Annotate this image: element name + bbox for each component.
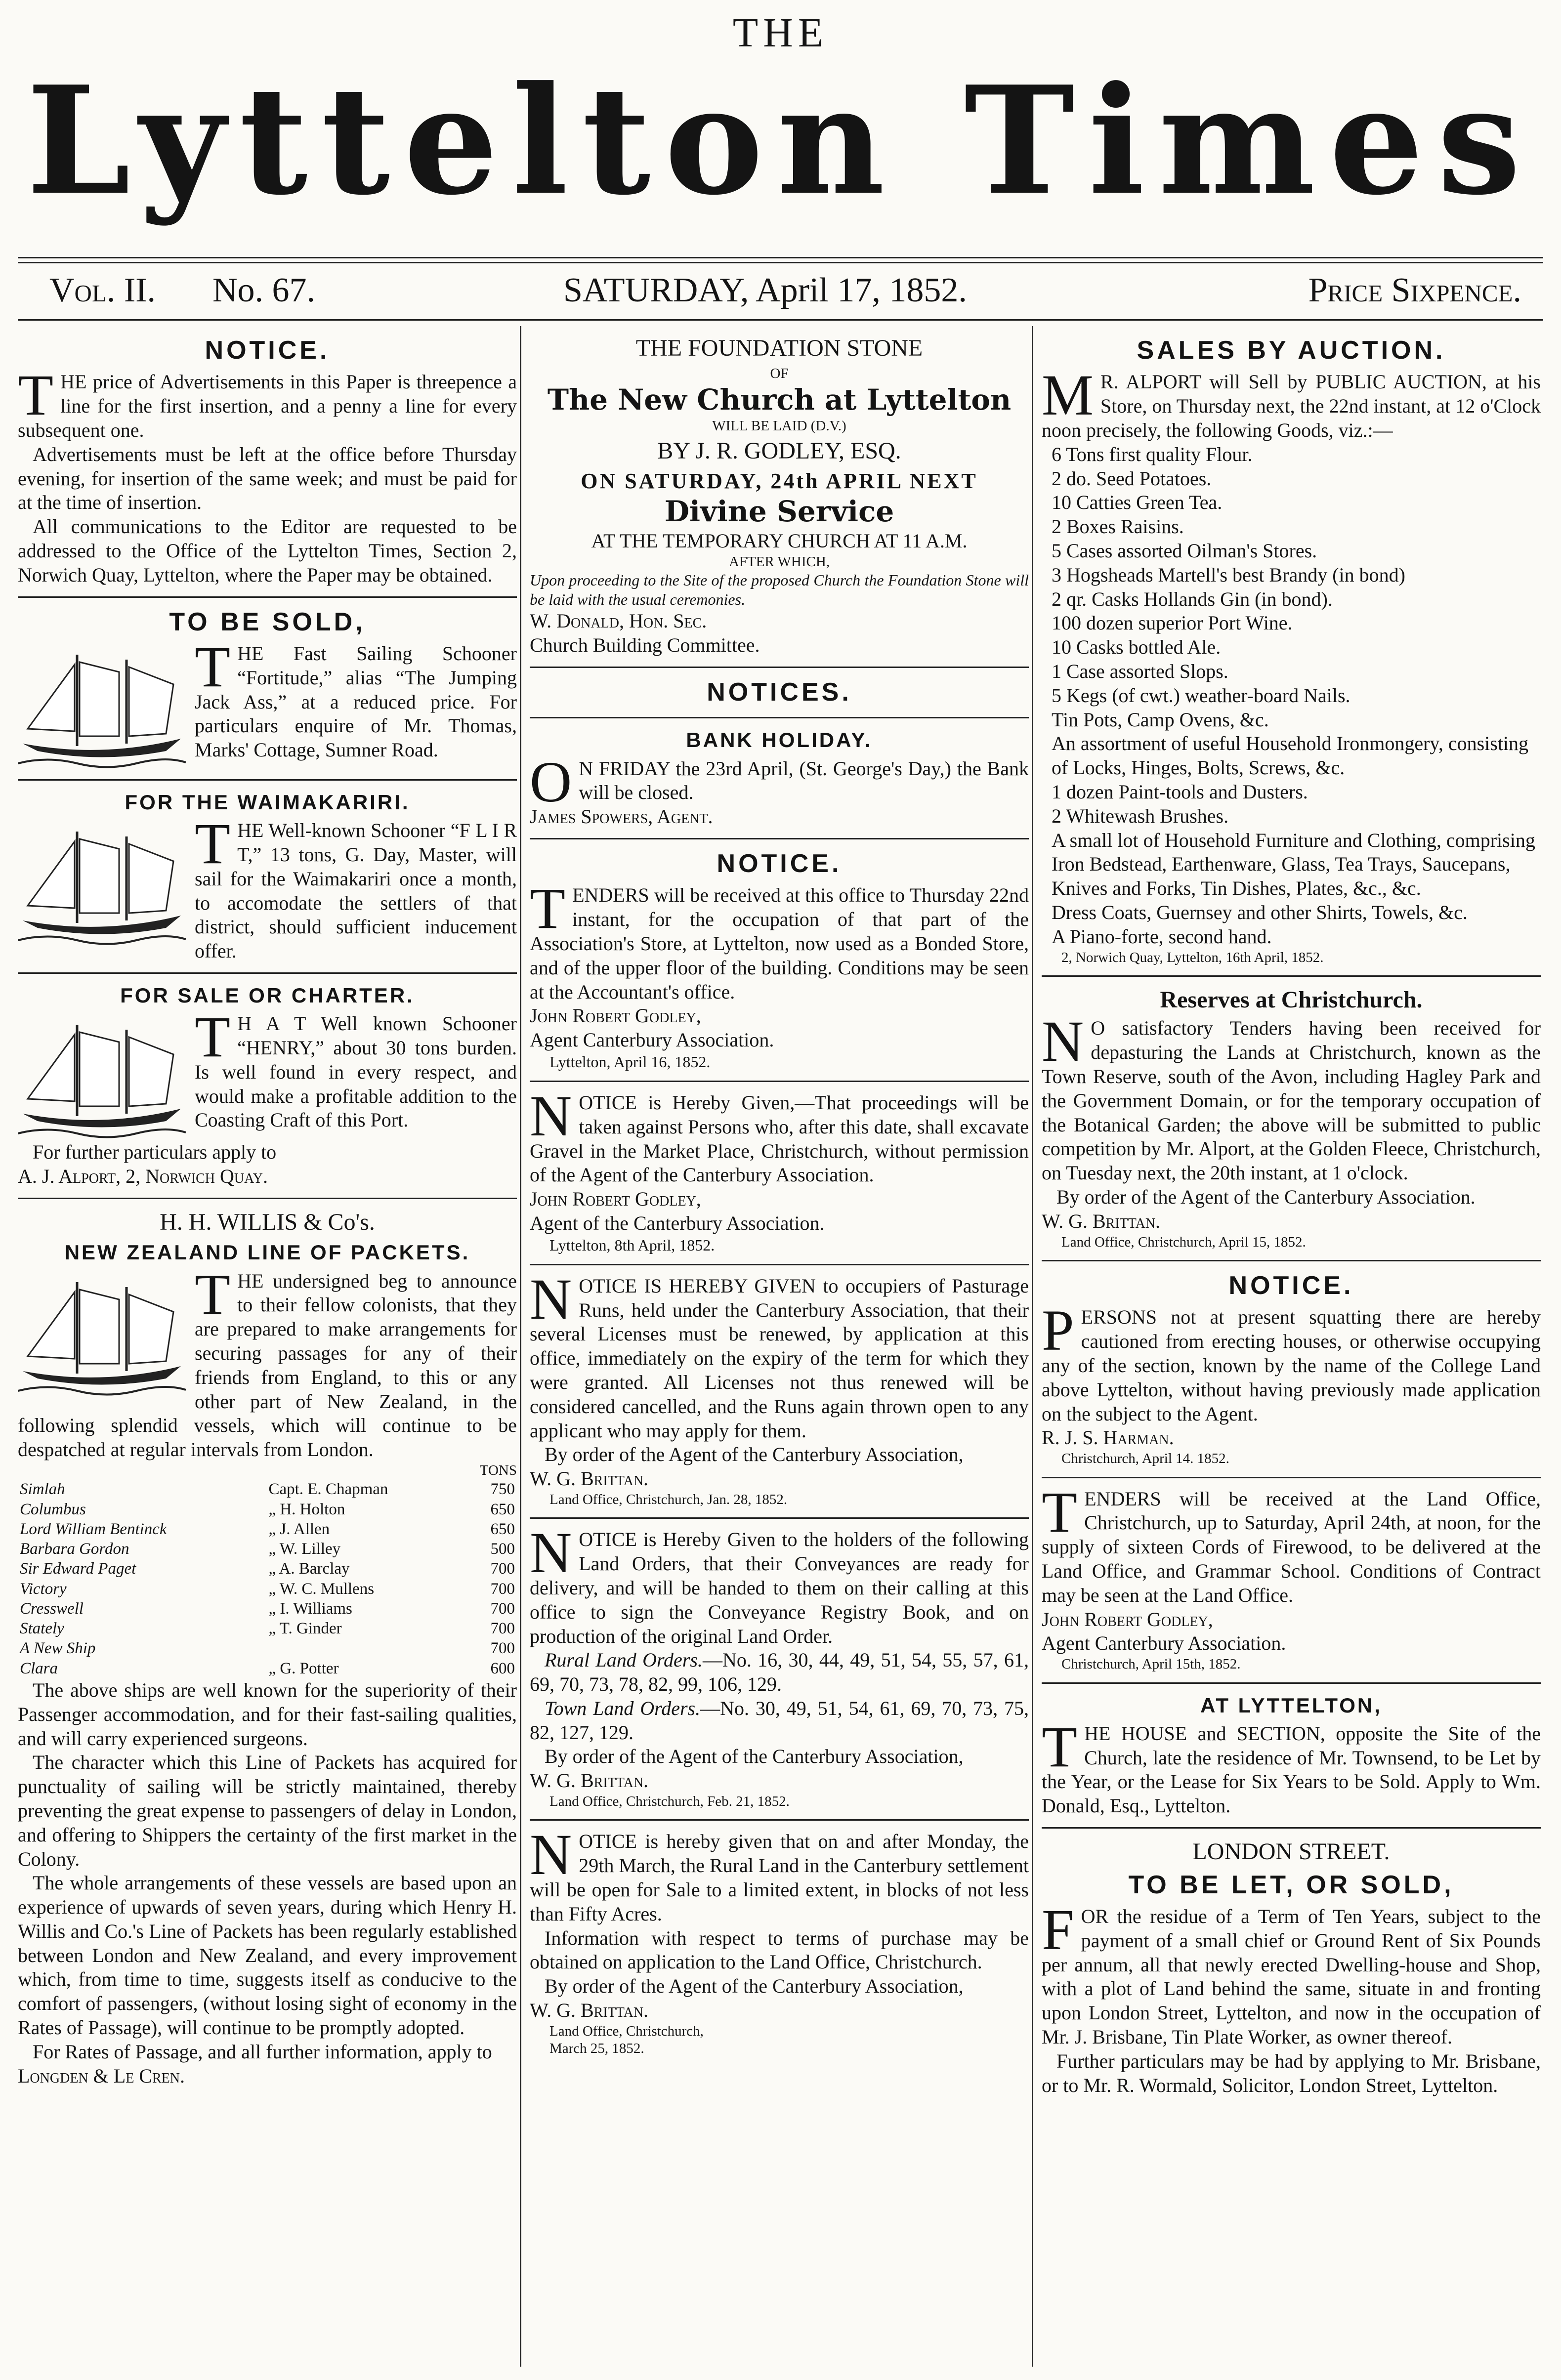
advert-text: HE Well-known Schooner “F L I R T,” 13 tons, G. Day, Master, will sail for the Waimakariri once a month, to accomodate the settlers of that district, should sufficient inducement offer. (195, 819, 517, 962)
advert-signature: James Spowers, Agent. (530, 805, 713, 828)
advert-signature: Longden & Le Cren. (18, 2064, 185, 2087)
ship-row (18, 1579, 517, 1599)
ship-tons: 500 (490, 1540, 515, 1558)
ship-captain: „ A. Barclay (268, 1560, 350, 1578)
advert-heading: Reserves at Christchurch. (1160, 986, 1423, 1013)
separator (1042, 975, 1541, 977)
ship-name: A New Ship (20, 1639, 96, 1658)
advert-text: OTICE is hereby given that on and after Monday, the 29th March, the Rural Land in the Canterbury settlement will be open for Sale to a limited extent, in blocks of not less than Fifty Acres. (530, 1830, 1029, 1925)
ship-captain: „ W. C. Mullens (268, 1580, 375, 1598)
section-heading: NOTICES. (707, 677, 852, 707)
church-title: The New Church at Lyttelton (547, 382, 1012, 417)
advert-signature: A. J. Alport, 2, Norwich Quay. (18, 1165, 268, 1188)
auction-item: A Piano-forte, second hand. (1052, 925, 1272, 948)
auction-item: 5 Kegs (of cwt.) weather-board Nails. (1052, 684, 1350, 707)
advert-waimakariri (18, 790, 517, 963)
town-label: Town Land Orders. (545, 1697, 701, 1719)
dropcap: N (1042, 1009, 1084, 1074)
auction-item: 6 Tons first quality Flour. (1052, 443, 1253, 465)
dropcap: N (530, 1520, 572, 1586)
advert-subheading: LONDON STREET. (1192, 1838, 1390, 1865)
volume: Vol. II. (49, 271, 156, 309)
ship-tons: 650 (490, 1520, 515, 1538)
ship-name: Lord William Bentinck (20, 1520, 167, 1538)
advert-signature: John Robert Godley, (1042, 1608, 1213, 1630)
advert-heading: H. H. WILLIS & Co's. (160, 1209, 375, 1235)
advert-signature: Agent Canterbury Association. (530, 1029, 774, 1051)
separator (530, 1264, 1029, 1265)
separator (1042, 1682, 1541, 1684)
advert-text: The whole arrangements of these vessels are based upon an experience of upwards of seven years, during which Henry H. Willis and Co.'s Line of Packets has been regularly established between London and New Zealand, and every improvement which, from time to time, suggests itself as conducive to the comfort of passengers, (without losing sight of economy in the Rates of Passage), will continue to be promptly adopted. (18, 1872, 517, 2039)
dropcap: T (195, 1004, 231, 1070)
ship-name: Barbara Gordon (20, 1540, 129, 1558)
ship-captain (266, 1638, 470, 1658)
advert-text: For Rates of Passage, and all further information, apply to (33, 2040, 492, 2063)
tons-label: TONS (479, 1462, 517, 1479)
advert-charter (18, 983, 517, 1189)
separator (530, 1081, 1029, 1082)
separator (530, 1517, 1029, 1519)
separator (18, 1198, 517, 1199)
separator (18, 596, 517, 598)
separator (1042, 1477, 1541, 1478)
dropcap: T (1042, 1714, 1078, 1779)
auction-item: 1 dozen Paint-tools and Dusters. (1052, 780, 1308, 803)
advert-signature: W. G. Brittan. (1042, 1210, 1161, 1232)
advert-squatting (1042, 1270, 1541, 1468)
ship-tons: 700 (490, 1560, 515, 1578)
advert-auction (1042, 335, 1541, 966)
advert-text: By order of the Agent of the Canterbury Association, (545, 1745, 964, 1768)
advert-reserves (1042, 986, 1541, 1251)
dropcap: T (18, 363, 54, 428)
advert-signature: Church Building Committee. (530, 634, 760, 657)
advert-text: The character which this Line of Packets has acquired for punctuality of sailing will be strictly maintained, thereby preventing the great expense to passengers of delay in London, and offering to Shippers the certainty of the first market in the Colony. (18, 1751, 517, 1870)
ship-captain: „ G. Potter (268, 1659, 339, 1677)
dropcap: N (530, 1083, 572, 1148)
ship-name: Cresswell (20, 1599, 84, 1618)
advert-text: By order of the Agent of the Canterbury Association. (1056, 1186, 1476, 1209)
masthead-rule-thin (18, 262, 1543, 263)
column-1 (18, 332, 517, 2363)
advert-dated: Land Office, Christchurch, Jan. 28, 1852. (549, 1491, 788, 1507)
ship-captain: Capt. E. Chapman (268, 1480, 388, 1499)
ship-illustration-icon (18, 822, 186, 945)
ship-illustration-icon (18, 645, 186, 768)
advert-signature: W. G. Brittan. (530, 1769, 649, 1792)
auction-item: 1 Case assorted Slops. (1052, 660, 1228, 682)
dropcap: F (1042, 1897, 1074, 1962)
column-divider (520, 326, 521, 2367)
advert-text: OTICE is Hereby Given,—That proceedings will be taken against Persons who, after this date, shall excavate Gravel in the Market Place, Christchurch, without permission of the Agent of the Canterbury Association. (530, 1091, 1029, 1186)
advert-lyttelton-house (1042, 1693, 1541, 1818)
advert-text: Upon proceeding to the Site of the proposed Church the Foundation Stone will be laid with the usual ceremonies. (530, 571, 1029, 609)
ship-tons: 700 (490, 1620, 515, 1638)
dropcap: N (530, 1822, 572, 1887)
advert-tenders-store (530, 848, 1029, 1072)
advert-heading: SALES BY AUCTION. (1137, 336, 1446, 365)
advert-signature: Agent of the Canterbury Association. (530, 1211, 825, 1234)
separator (18, 779, 517, 781)
advert-text: For further particulars apply to (33, 1141, 277, 1164)
ship-tons: 650 (490, 1500, 515, 1518)
ship-illustration-icon (18, 1272, 186, 1396)
auction-item: 5 Cases assorted Oilman's Stores. (1052, 540, 1317, 562)
ship-tons: 700 (490, 1599, 515, 1618)
advert-signature: John Robert Godley, (530, 1188, 701, 1211)
dropcap: P (1042, 1298, 1074, 1363)
advert-text: OTICE IS HEREBY GIVEN to occupiers of Pasturage Runs, held under the Canterbury Association, that their several Licenses must be renewed, by application at this office, immediately on the expiry of the term for which they were granted. All Licenses not thus renewed will be considered cancelled, and the Runs again thrown open to any applicant who may apply for them. (530, 1274, 1029, 1442)
masthead-title: Lyttelton Times (26, 53, 1535, 228)
advert-heading: FOR THE WAIMAKARIRI. (125, 791, 410, 814)
advert-notice (18, 335, 517, 587)
issue-date: SATURDAY, April 17, 1852. (563, 271, 967, 309)
advert-text: N FRIDAY the 23rd April, (St. George's Day,) the Bank will be closed. (579, 757, 1029, 804)
advert-heading: TO BE LET, OR SOLD, (1128, 1870, 1454, 1899)
ship-row (18, 1479, 517, 1499)
advert-text: HE undersigned beg to announce to their fellow colonists, that they are prepared to make arrangements for securing passages for any of their friends from England, to this or any other part of New Zealand, in the following splendid vessels, which will continue to be despatched at regular intervals from London. (18, 1269, 517, 1461)
divine-service-title: Divine Service (664, 495, 894, 529)
advert-signature: Agent Canterbury Association. (1042, 1632, 1286, 1655)
auction-item: 10 Casks bottled Ale. (1052, 636, 1221, 659)
ship-name: Victory (20, 1580, 67, 1598)
dropcap: T (195, 634, 231, 700)
auction-item: 2 qr. Casks Hollands Gin (in bond). (1052, 587, 1333, 610)
advert-signature: W. Donald, Hon. Sec. (530, 610, 707, 632)
ship-name: Stately (20, 1620, 64, 1638)
price: Price Sixpence. (1308, 271, 1521, 309)
separator (18, 972, 517, 974)
ship-row (18, 1500, 517, 1519)
column-divider (1032, 326, 1033, 2367)
advert-text: AT THE TEMPORARY CHURCH AT 11 A.M. (591, 530, 968, 552)
ship-row (18, 1599, 517, 1619)
advert-text: BY J. R. GODLEY, ESQ. (657, 438, 901, 464)
advert-text: The above ships are well known for the superiority of their Passenger accommodation, and for their fast-sailing qualities, and will carry experienced surgeons. (18, 1678, 517, 1750)
advert-willis (18, 1208, 517, 2088)
advert-text: By order of the Agent of the Canterbury Association, (545, 1975, 964, 1998)
ship-tons: 700 (490, 1580, 515, 1598)
advert-text: ENDERS will be received at this office to Thursday 22nd instant, for the occupation of that part of the Association's Store, at Lyttelton, now used as a Bonded Store, and of the upper floor of the building. Conditions may be seen at the Accountant's office. (530, 884, 1029, 1003)
advert-firewood (1042, 1479, 1541, 1673)
advert-heading: NOTICE. (717, 849, 842, 878)
advert-text: H A T Well known Schooner “HENRY,” about 30 tons burden. Is well found in every respect, and would make a profitable addition to the Coasting Craft of this Port. (195, 1012, 517, 1131)
advert-heading: AT LYTTELTON, (1200, 1693, 1382, 1717)
ship-captain: „ J. Allen (268, 1520, 330, 1538)
advert-text: Information with respect to terms of purchase may be obtained on application to the Land Office, Christchurch. (530, 1926, 1029, 1973)
advert-signature: R. J. S. Harman. (1042, 1426, 1174, 1449)
advert-london-street (1042, 1837, 1541, 2097)
advert-dated: Land Office, Christchurch, Feb. 21, 1852. (549, 1794, 790, 1810)
ship-row (18, 1659, 517, 1678)
advert-foundation-stone (530, 334, 1029, 658)
separator (530, 1819, 1029, 1821)
dropcap: O (530, 749, 572, 814)
advert-text: OTICE is Hereby Given to the holders of the following Land Orders, that their Conveyances are ready for delivery, and will be handed to them on their calling at this office to sign the Conveyance Registry Book, and on production of the original Land Order. (530, 1528, 1029, 1647)
masthead-rule (18, 257, 1543, 258)
advert-dated: Land Office, Christchurch, April 15, 1852. (1061, 1234, 1306, 1250)
masthead-the: THE (732, 10, 829, 56)
ship-name: Simlah (20, 1480, 65, 1499)
ship-name: Columbus (20, 1500, 86, 1518)
advert-text: OF (770, 365, 789, 381)
advert-text: ERSONS not at present squatting there are hereby cautioned from erecting houses, or otherwise occupying any of the section, known by the name of the College Land above Lyttelton, without having previously made application on the subject to the Agent. (1042, 1306, 1541, 1425)
dropcap: T (195, 811, 231, 877)
ship-row (18, 1638, 517, 1658)
advert-text: All communications to the Editor are requested to be addressed to the Office of the Lyttelton Times, Section 2, Norwich Quay, Lyttelton, where the Paper may be obtained. (18, 515, 517, 586)
advert-text: OR the residue of a Term of Ten Years, subject to the payment of a small chief or Ground Rent of Six Pounds per annum, all that newly erected Dwelling-house and Shop, with a plot of Land behind the same, situate in and fronting upon London Street, Lyttelton, and now in the occupation of Mr. J. Brisbane, Tin Plate Worker, as owner thereof. (1042, 1905, 1541, 2048)
advert-dated: March 25, 1852. (549, 2041, 644, 2057)
advert-text: HE price of Advertisements in this Paper is threepence a line for the first insertion, and a penny a line for every subsequent one. (18, 371, 517, 442)
ship-name: Clara (20, 1659, 58, 1677)
rural-orders: —No. 16, 30, 44, 49, 51, 54, 55, 57, 61, 69, 70, 73, 78, 82, 99, 106, 129. (530, 1649, 1029, 1696)
ship-row (18, 1519, 517, 1539)
advert-heading: THE FOUNDATION STONE (635, 335, 923, 361)
advert-heading: BANK HOLIDAY. (686, 728, 873, 752)
advert-dated: Lyttelton, April 16, 1852. (549, 1052, 711, 1071)
advert-text: HE Fast Sailing Schooner “Fortitude,” alias “The Jumping Jack Ass,” at a reduced price. For particulars enquire of Mr. Thomas, Marks' Cottage, Sumner Road. (195, 642, 517, 761)
advert-text: Advertisements must be left at the office before Thursday evening, for insertion of the same week; and must be paid for at the time of insertion. (18, 443, 517, 514)
advert-pasturage (530, 1266, 1029, 1509)
auction-item: An assortment of useful Household Ironmongery, consisting of Locks, Hinges, Bolts, Screws, &c. (1052, 732, 1529, 779)
auction-item: 2 Boxes Raisins. (1052, 515, 1184, 538)
separator (530, 838, 1029, 839)
advert-text: AFTER WHICH, (728, 553, 830, 570)
advert-text: HE HOUSE and SECTION, opposite the Site of the Church, late the residence of Mr. Townsend, to be Let by the Year, or the Lease for Six Years to be Sold. Apply to Wm. Donald, Esq., Lyttelton. (1042, 1722, 1541, 1817)
ship-captain: „ H. Holton (268, 1500, 345, 1518)
dropcap: M (1042, 363, 1094, 428)
advert-text: ON SATURDAY, 24th APRIL NEXT (581, 468, 978, 493)
advert-heading: FOR SALE OR CHARTER. (120, 984, 415, 1007)
advert-to-be-sold (18, 607, 517, 770)
issue-number: No. 67. (212, 271, 316, 309)
advert-signature: John Robert Godley, (530, 1004, 701, 1027)
advert-subheading: NEW ZEALAND LINE OF PACKETS. (64, 1241, 470, 1264)
rural-label: Rural Land Orders. (545, 1649, 703, 1671)
ship-captain: „ W. Lilley (268, 1540, 341, 1558)
ships-table (18, 1479, 517, 1678)
advert-dated: Christchurch, April 14. 1852. (1061, 1451, 1229, 1467)
auction-item: Tin Pots, Camp Ovens, &c. (1052, 708, 1269, 731)
auction-item: Dress Coats, Guernsey and other Shirts, Towels, &c. (1052, 901, 1468, 923)
separator (530, 667, 1029, 668)
advert-text: O satisfactory Tenders having been received for depasturing the Lands at Christchurch, known as the Town Reserve, south of the Avon, including Hagley Park and the Government Domain, or for the temporary occupation of the Botanical Garden; the above will be submitted to public competition by Mr. Alport, at the Golden Fleece, Christchurch, on Tuesday next, the 20th instant, at 1 o'clock. (1042, 1017, 1541, 1184)
separator (1042, 1827, 1541, 1829)
advert-heading: NOTICE. (205, 336, 330, 365)
dateline-rule (18, 319, 1543, 321)
town-orders: —No. 30, 49, 51, 54, 61, 69, 70, 73, 75, 82, 127, 129. (530, 1697, 1029, 1744)
auction-item: 100 dozen superior Port Wine. (1052, 612, 1293, 634)
advert-bank-holiday (530, 727, 1029, 829)
advert-text: Further particulars may be had by applying to Mr. Brisbane, or to Mr. R. Wormald, Solicitor, London Street, Lyttelton. (1042, 2049, 1541, 2096)
advert-dated: 2, Norwich Quay, Lyttelton, 16th April, 1852. (1061, 949, 1324, 965)
separator (530, 717, 1029, 718)
ship-name: Sir Edward Paget (20, 1560, 136, 1578)
ship-tons: 700 (490, 1639, 515, 1658)
ship-tons: 750 (490, 1480, 515, 1499)
advert-text: R. ALPORT will Sell by PUBLIC AUCTION, at his Store, on Thursday next, the 22nd instant, at 12 o'Clock noon precisely, the following Goods, viz.:— (1042, 371, 1541, 442)
ship-illustration-icon (18, 1015, 186, 1138)
advert-text: By order of the Agent of the Canterbury Association, (545, 1443, 964, 1466)
advert-dated: Christchurch, April 15th, 1852. (1061, 1656, 1241, 1672)
column-2 (530, 332, 1029, 2363)
advert-heading: TO BE SOLD, (169, 607, 366, 636)
ship-captain: „ I. Williams (268, 1599, 352, 1618)
advert-rural-land (530, 1822, 1029, 2057)
ship-captain: „ T. Ginder (268, 1620, 342, 1638)
ship-row (18, 1619, 517, 1638)
advert-dated: Lyttelton, 8th April, 1852. (549, 1236, 715, 1254)
auction-item: A small lot of Household Furniture and Clothing, comprising Iron Bedstead, Earthenware, Glass, Tea Trays, Saucepans, Knives and Forks, Tin Dishes, Plates, &c., &c. (1052, 829, 1535, 900)
dropcap: T (530, 876, 566, 941)
dropcap: N (530, 1266, 572, 1332)
advert-dated: Land Office, Christchurch, (549, 2023, 704, 2039)
advert-text: WILL BE LAID (D.V.) (712, 418, 846, 434)
auction-item: 2 do. Seed Potatoes. (1052, 467, 1212, 490)
advert-gravel (530, 1083, 1029, 1255)
auction-items (1042, 443, 1541, 949)
auction-item: 10 Catties Green Tea. (1052, 491, 1223, 514)
advert-signature: W. G. Brittan. (530, 1999, 649, 2022)
dropcap: T (195, 1261, 231, 1327)
advert-text: ENDERS will be received at the Land Office, Christchurch, up to Saturday, April 24th, at noon, for the supply of sixteen Cords of Firewood, to be delivered at the Land Office, and Grammar School. Conditions of Contract may be seen at the Land Office. (1042, 1487, 1541, 1606)
auction-item: 2 Whitewash Brushes. (1052, 804, 1229, 827)
advert-land-orders (530, 1520, 1029, 1810)
ship-row (18, 1539, 517, 1559)
column-3 (1042, 332, 1541, 2363)
ship-tons: 600 (490, 1659, 515, 1677)
ship-row (18, 1559, 517, 1579)
advert-signature: W. G. Brittan. (530, 1467, 649, 1490)
advert-heading: NOTICE. (1228, 1271, 1354, 1300)
separator (1042, 1260, 1541, 1261)
dropcap: T (1042, 1479, 1078, 1545)
auction-item: 3 Hogsheads Martell's best Brandy (in bond) (1052, 563, 1405, 586)
dateline (30, 271, 1531, 310)
